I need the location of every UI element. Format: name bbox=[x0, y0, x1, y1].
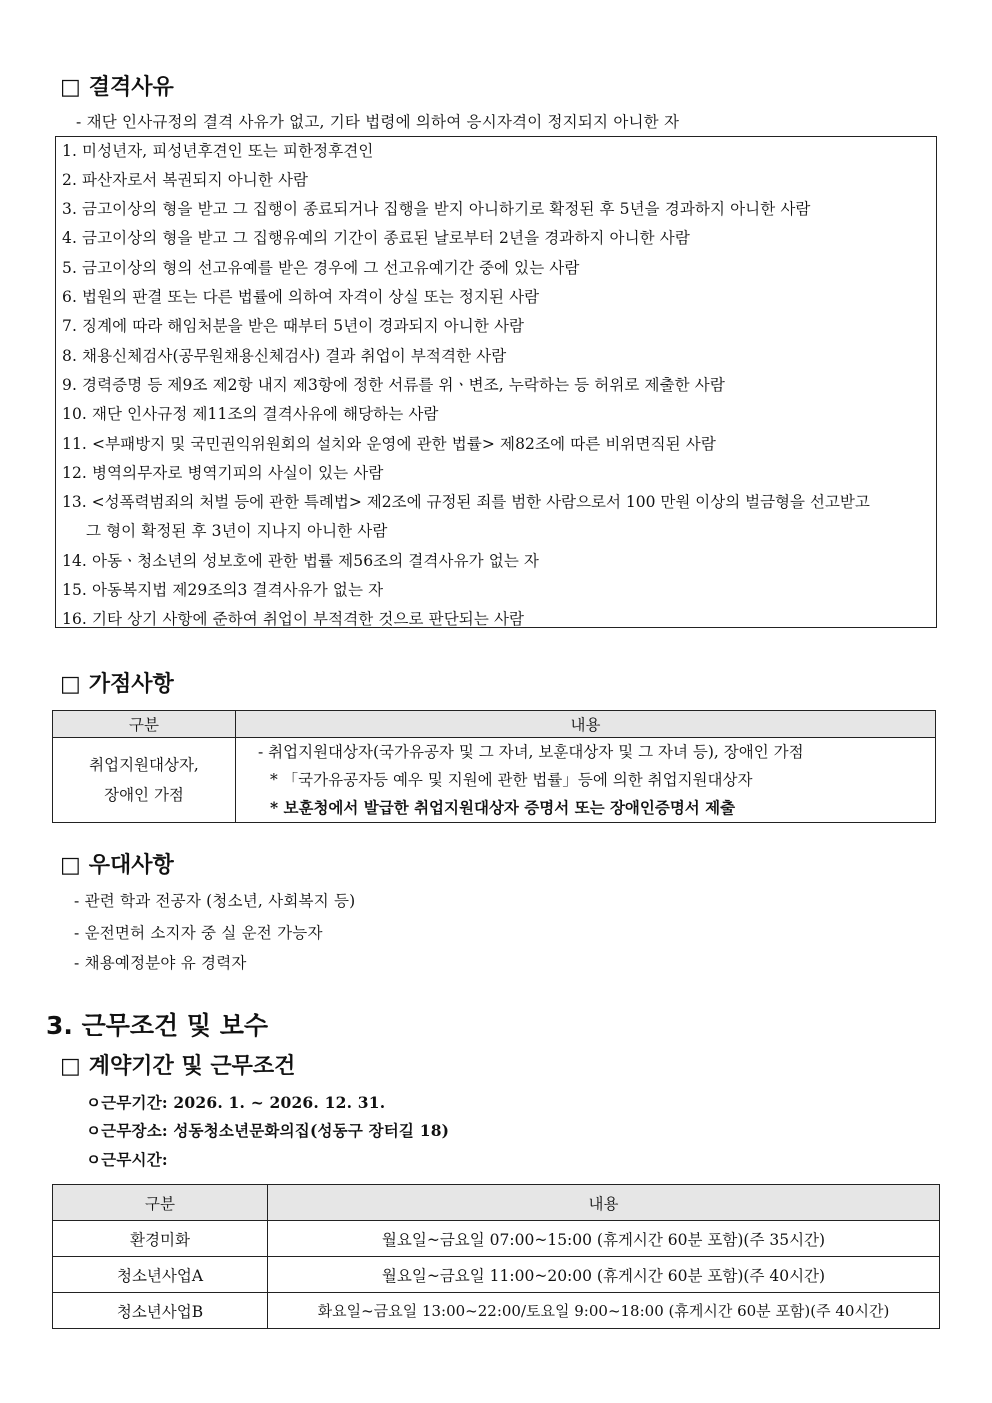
list-item: 4. 금고이상의 형을 받고 그 집행유예의 기간이 종료된 날로부터 2년을 경과하지 아니한 사람 bbox=[62, 229, 690, 247]
list-item: 1. 미성년자, 피성년후견인 또는 피한정후견인 bbox=[62, 142, 374, 160]
preference-heading bbox=[60, 848, 174, 879]
disqualification-title: 결격사유 bbox=[88, 75, 174, 100]
bonus-row-content bbox=[236, 738, 936, 823]
bonus-row-label bbox=[53, 738, 236, 823]
checkbox-square-icon: □ bbox=[60, 75, 81, 100]
list-item: 10. 재단 인사규정 제11조의 결격사유에 해당하는 사람 bbox=[62, 405, 439, 423]
list-item-continuation: 그 형이 확정된 후 3년이 지나지 아니한 사람 bbox=[86, 522, 388, 540]
section-title: 3. 근무조건 및 보수 bbox=[46, 1011, 269, 1040]
table-row bbox=[53, 1221, 940, 1257]
bonus-title: 가점사항 bbox=[88, 672, 174, 697]
table-row bbox=[53, 1293, 940, 1329]
disqualification-heading bbox=[60, 70, 174, 101]
bonus-row-label-line2: 장애인 가점 bbox=[104, 786, 184, 804]
table-row bbox=[53, 1257, 940, 1293]
list-item: 15. 아동복지법 제29조의3 결격사유가 없는 자 bbox=[62, 581, 384, 599]
work-hours-table bbox=[52, 1184, 940, 1329]
bonus-content-line: - 취업지원대상자(국가유공자 및 그 자녀, 보훈대상자 및 그 자녀 등), 장애인 가점 bbox=[258, 743, 804, 761]
work-hours-label: ㅇ근무시간: bbox=[86, 1150, 168, 1169]
checkbox-square-icon: □ bbox=[60, 672, 81, 697]
list-item: 11. <부패방지 및 국민권익위원회의 설치와 운영에 관한 법률> 제82조에 따른 비위면직된 사람 bbox=[62, 435, 716, 453]
work-period: ㅇ근무기간: 2026. 1. ~ 2026. 12. 31. bbox=[86, 1093, 386, 1112]
bonus-heading bbox=[60, 667, 174, 698]
list-item: 13. <성폭력범죄의 처벌 등에 관한 특례법> 제2조에 규정된 죄를 범한 사람으로서 100 만원 이상의 벌금형을 선고받고 bbox=[62, 493, 870, 511]
list-item: 3. 금고이상의 형을 받고 그 집행이 종료되거나 집행을 받지 아니하기로 확정된 후 5년을 경과하지 아니한 사람 bbox=[62, 200, 811, 218]
bonus-content-note: * 「국가유공자등 예우 및 지원에 관한 법률」등에 의한 취업지원대상자 bbox=[270, 771, 753, 789]
checkbox-square-icon: □ bbox=[60, 853, 81, 878]
hours-row-name: 환경미화 bbox=[53, 1221, 268, 1257]
hours-row-content: 월요일~금요일 11:00~20:00 (휴게시간 60분 포함)(주 40시간) bbox=[268, 1257, 940, 1293]
list-item: 7. 징계에 따라 해임처분을 받은 때부터 5년이 경과되지 아니한 사람 bbox=[62, 317, 525, 335]
list-item: - 채용예정분야 유 경력자 bbox=[74, 954, 247, 972]
bonus-content-note-bold: * 보훈청에서 발급한 취업지원대상자 증명서 또는 장애인증명서 제출 bbox=[270, 798, 736, 817]
list-item: 6. 법원의 판결 또는 다른 법률에 의하여 자격이 상실 또는 정지된 사람 bbox=[62, 288, 540, 306]
list-item: 9. 경력증명 등 제9조 제2항 내지 제3항에 정한 서류를 위ㆍ변조, 누락하는 등 허위로 제출한 사람 bbox=[62, 376, 725, 394]
list-item: - 관련 학과 전공자 (청소년, 사회복지 등) bbox=[74, 892, 356, 910]
bonus-row-label-line1: 취업지원대상자, bbox=[89, 756, 199, 774]
disqualification-intro: - 재단 인사규정의 결격 사유가 없고, 기타 법령에 의하여 응시자격이 정지되지 아니한 자 bbox=[76, 113, 680, 131]
list-item: - 운전면허 소지자 중 실 운전 가능자 bbox=[74, 924, 323, 942]
list-item: 12. 병역의무자로 병역기피의 사실이 있는 사람 bbox=[62, 464, 384, 482]
list-item: 2. 파산자로서 복권되지 아니한 사람 bbox=[62, 171, 309, 189]
contract-heading bbox=[60, 1049, 295, 1080]
contract-title: 계약기간 및 근무조건 bbox=[88, 1054, 296, 1079]
list-item: 8. 채용신체검사(공무원채용신체검사) 결과 취업이 부적격한 사람 bbox=[62, 347, 507, 365]
work-place: ㅇ근무장소: 성동청소년문화의집(성동구 장터길 18) bbox=[86, 1121, 450, 1140]
list-item: 14. 아동ㆍ청소년의 성보호에 관한 법률 제56조의 결격사유가 없는 자 bbox=[62, 552, 539, 570]
bonus-col-header-content: 내용 bbox=[236, 711, 936, 738]
bonus-col-header-category: 구분 bbox=[53, 711, 236, 738]
hours-col-header-content: 내용 bbox=[268, 1185, 940, 1221]
list-item: 5. 금고이상의 형의 선고유예를 받은 경우에 그 선고유예기간 중에 있는 사람 bbox=[62, 259, 580, 277]
hours-col-header-category: 구분 bbox=[53, 1185, 268, 1221]
hours-row-name: 청소년사업A bbox=[53, 1257, 268, 1293]
checkbox-square-icon: □ bbox=[60, 1054, 81, 1079]
hours-row-content: 화요일~금요일 13:00~22:00/토요일 9:00~18:00 (휴게시간 60분 포함)(주 40시간) bbox=[268, 1293, 940, 1329]
hours-row-name: 청소년사업B bbox=[53, 1293, 268, 1329]
list-item: 16. 기타 상기 사항에 준하여 취업이 부적격한 것으로 판단되는 사람 bbox=[62, 610, 525, 628]
disqualification-list-box bbox=[55, 136, 937, 628]
hours-row-content: 월요일~금요일 07:00~15:00 (휴게시간 60분 포함)(주 35시간) bbox=[268, 1221, 940, 1257]
bonus-table bbox=[52, 710, 936, 823]
preference-title: 우대사항 bbox=[88, 853, 174, 878]
